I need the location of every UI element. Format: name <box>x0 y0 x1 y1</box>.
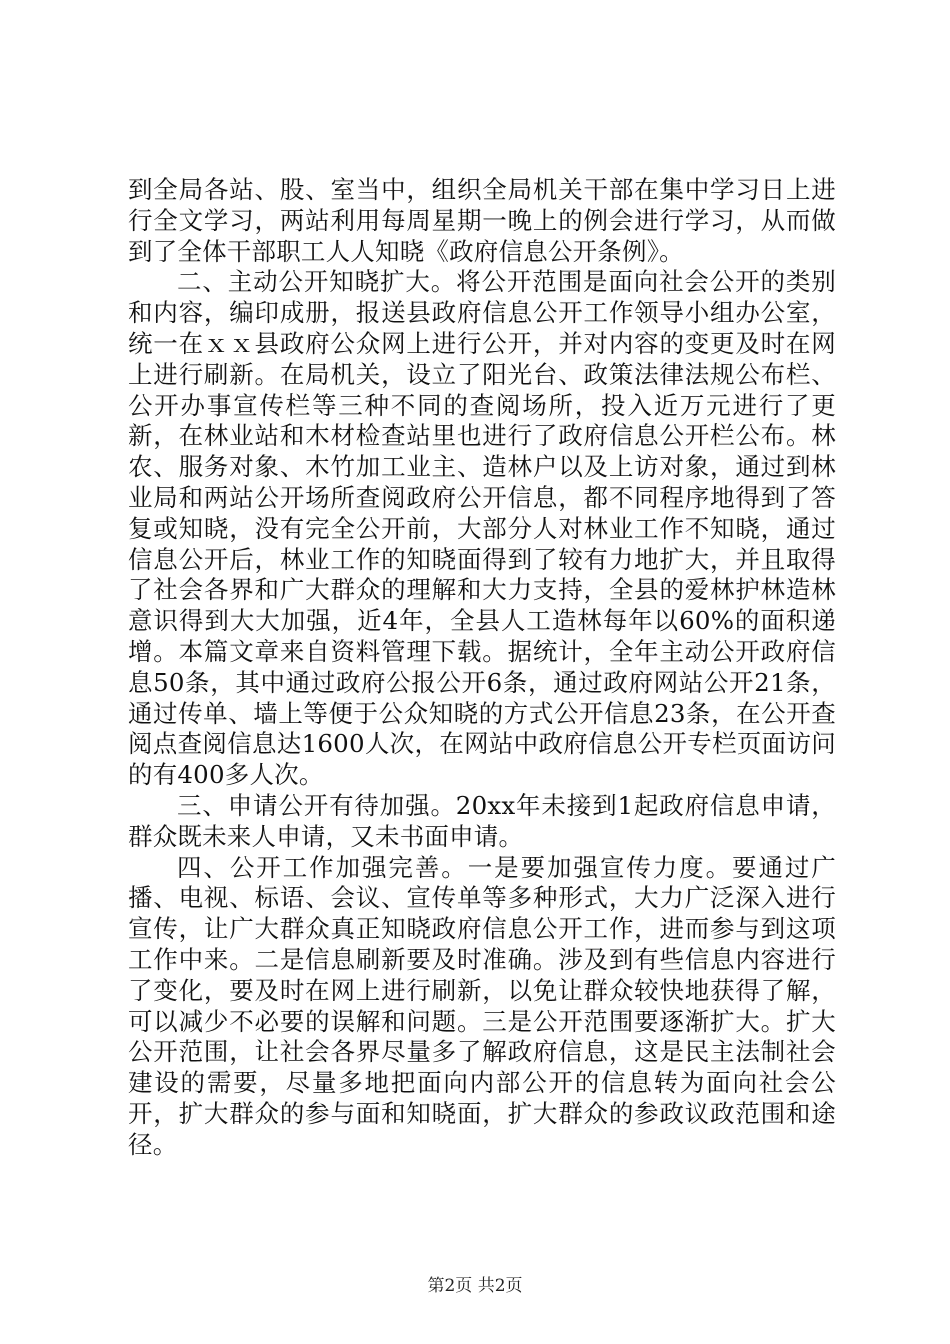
paragraph-section-four: 四、公开工作加强完善。一是要加强宣传力度。要通过广播、电视、标语、会议、宣传单等多种形式，大力广泛深入进行宣传，让广大群众真正知晓政府信息公开工作，进而参与到这项工作中来。二是信息刷新要及时准确。涉及到有些信息内容进行了变化，要及时在网上进行刷新，以免让群众较快地获得了解，可以减少不必要的误解和问题。三是公开范围要逐渐扩大。扩大公开范围，让社会各界尽量多了解政府信息，这是民主法制社会建设的需要，尽量多地把面向内部公开的信息转为面向社会公开，扩大群众的参与面和知晓面，扩大群众的参政议政范围和途径。 <box>128 852 836 1159</box>
paragraph-section-three: 三、申请公开有待加强。20xx年未接到1起政府信息申请，群众既未来人申请，又未书面申请。 <box>128 790 836 851</box>
paragraph-continuation: 到全局各站、股、室当中，组织全局机关干部在集中学习日上进行全文学习，两站利用每周星期一晚上的例会进行学习，从而做到了全体干部职工人人知晓《政府信息公开条例》。 <box>128 175 836 266</box>
page-footer: 第2页 共2页 <box>427 1276 523 1296</box>
document-body <box>128 175 836 1161</box>
paragraph-section-two: 二、主动公开知晓扩大。将公开范围是面向社会公开的类别和内容，编印成册，报送县政府信息公开工作领导小组办公室，统一在ｘｘ县政府公众网上进行公开，并对内容的变更及时在网上进行刷新。在局机关，设立了阳光台、政策法律法规公布栏、公开办事宣传栏等三种不同的查阅场所，投入近万元进行了更新，在林业站和木材检查站里也进行了政府信息公开栏公布。林农、服务对象、木竹加工业主、造林户以及上访对象，通过到林业局和两站公开场所查阅政府公开信息，都不同程序地得到了答复或知晓，没有完全公开前，大部分人对林业工作不知晓，通过信息公开后，林业工作的知晓面得到了较有力地扩大，并且取得了社会各界和广大群众的理解和大力支持，全县的爱林护林造林意识得到大大加强，近4年，全县人工造林每年以60%的面积递增。本篇文章来自资料管理下载。据统计，全年主动公开政府信息50条，其中通过政府公报公开6条，通过政府网站公开21条，通过传单、墙上等便于公众知晓的方式公开信息23条，在公开查阅点查阅信息达1600人次，在网站中政府信息公开专栏页面访问的有400多人次。 <box>128 267 836 790</box>
